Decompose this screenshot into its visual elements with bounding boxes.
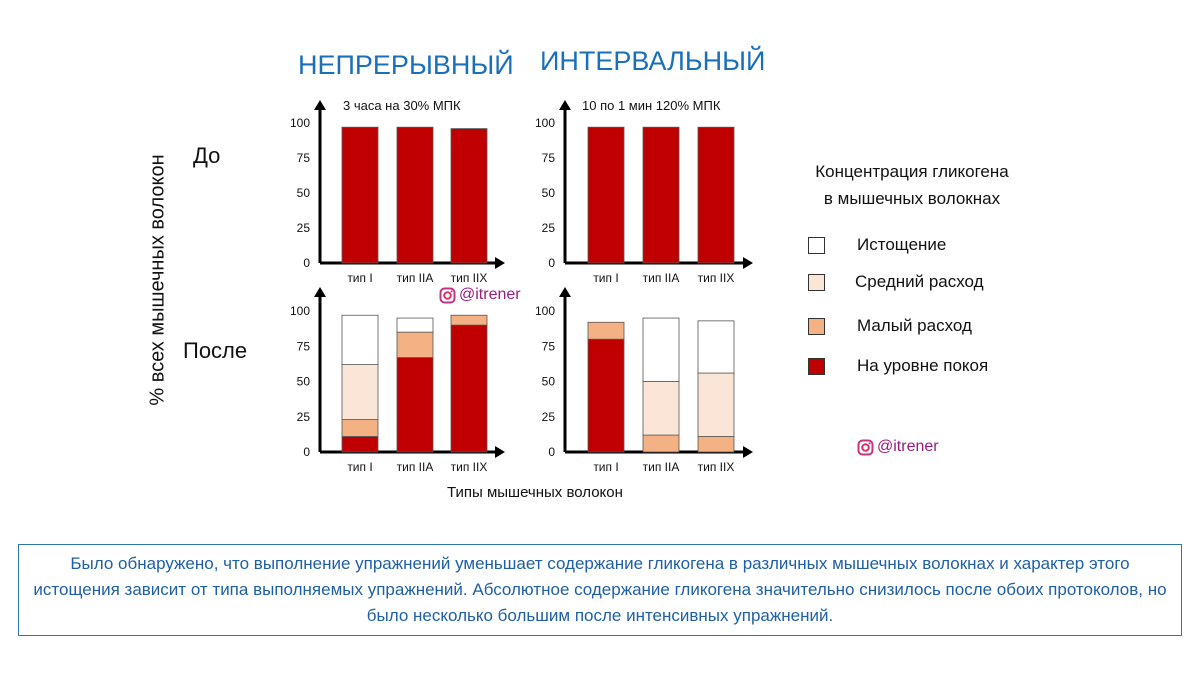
interval-after-y-axis-arrow xyxy=(559,287,571,297)
x-tick-label: тип I xyxy=(347,460,373,474)
y-tick-label: 50 xyxy=(541,374,555,389)
y-tick-label: 100 xyxy=(534,304,555,318)
interval-before-x-axis-arrow xyxy=(743,257,753,269)
x-tick-label: тип IIX xyxy=(450,460,488,474)
y-tick-label: 50 xyxy=(296,186,310,200)
continuous-after-x-axis-arrow xyxy=(495,446,505,458)
watermark-handle: @itrener xyxy=(459,286,521,303)
y-tick-label: 0 xyxy=(303,256,310,270)
bar-segment xyxy=(643,382,679,436)
legend-item-rest-level xyxy=(808,356,988,376)
bar-segment xyxy=(397,127,433,263)
x-tick-label: тип IIA xyxy=(396,460,434,474)
bar-segment xyxy=(643,318,679,381)
y-tick-label: 0 xyxy=(548,445,555,459)
x-tick-label: тип IIX xyxy=(697,271,735,285)
y-tick-label: 25 xyxy=(541,409,555,424)
legend-label: Истощение xyxy=(857,235,947,254)
y-tick-label: 0 xyxy=(303,445,310,459)
y-tick-label: 100 xyxy=(534,116,555,130)
y-tick-label: 50 xyxy=(296,374,310,389)
bar-segment xyxy=(698,373,734,436)
bar-segment xyxy=(342,315,378,364)
y-tick-label: 75 xyxy=(296,339,310,354)
y-axis-title: % всех мышечных волокон xyxy=(146,154,169,406)
x-tick-label: тип I xyxy=(593,271,619,285)
legend-title-line1: Концентрация гликогена xyxy=(815,162,1009,181)
y-tick-label: 75 xyxy=(541,151,555,165)
continuous-before-x-axis-arrow xyxy=(495,257,505,269)
bar-segment xyxy=(698,436,734,452)
bar-segment xyxy=(588,127,624,263)
continuous-header: НЕПРЕРЫВНЫЙ xyxy=(298,50,514,80)
x-axis-title: Типы мышечных волокон xyxy=(447,484,623,501)
bar-segment xyxy=(643,435,679,452)
y-tick-label: 75 xyxy=(296,151,310,165)
watermark-top xyxy=(439,286,521,304)
bar-segment xyxy=(588,322,624,339)
bar-segment xyxy=(342,436,378,452)
interval-after-x-axis-arrow xyxy=(743,446,753,458)
instagram-icon xyxy=(857,439,874,456)
y-tick-label: 0 xyxy=(548,256,555,270)
legend-item-low-use xyxy=(808,316,972,336)
continuous-after-y-axis-arrow xyxy=(314,287,326,297)
bar-segment xyxy=(451,325,487,452)
legend-title xyxy=(772,158,1052,212)
x-tick-label: тип IIA xyxy=(396,271,434,285)
legend-swatch xyxy=(808,274,825,291)
bar-segment xyxy=(451,129,487,263)
bar-segment xyxy=(698,321,734,373)
bar-segment xyxy=(588,339,624,452)
watermark-bottom xyxy=(857,438,939,456)
caption: Было обнаружено, что выполнение упражнений уменьшает содержание гликогена в различных мышечных волокнах и характер этого истощения зависит от типа выполняемых упражнений. Абсолютное содержание гликогена значительно снизилось после обоих протоколов, но было несколько большим после интенсивных упражнений. xyxy=(18,544,1182,636)
legend-label: Малый расход xyxy=(857,316,972,335)
continuous-before-y-axis-arrow xyxy=(314,100,326,110)
bar-segment xyxy=(643,127,679,263)
legend-item-exhausted xyxy=(808,235,946,255)
bar-segment xyxy=(342,420,378,437)
bar-segment xyxy=(698,127,734,263)
y-tick-label: 50 xyxy=(541,186,555,200)
watermark-handle: @itrener xyxy=(877,438,939,455)
interval-before-y-axis-arrow xyxy=(559,100,571,110)
legend-swatch xyxy=(808,237,825,254)
legend-label: Средний расход xyxy=(855,272,984,291)
x-tick-label: тип IIX xyxy=(450,271,488,285)
y-tick-label: 100 xyxy=(289,116,310,130)
bar-segment xyxy=(397,358,433,452)
bar-segment xyxy=(342,365,378,420)
y-tick-label: 25 xyxy=(296,409,310,424)
legend xyxy=(772,158,1052,212)
legend-swatch xyxy=(808,318,825,335)
interval-before-annotation: 10 по 1 мин 120% МПК xyxy=(582,98,721,113)
x-tick-label: тип I xyxy=(593,460,619,474)
bar-segment xyxy=(397,332,433,357)
continuous-before-annotation: 3 часа на 30% МПК xyxy=(343,98,461,113)
interval-header: ИНТЕРВАЛЬНЫЙ xyxy=(540,46,766,76)
y-tick-label: 75 xyxy=(541,339,555,354)
legend-label: На уровне покоя xyxy=(857,356,989,375)
y-tick-label: 100 xyxy=(289,304,310,318)
instagram-icon xyxy=(439,287,456,304)
row-label-after: После xyxy=(183,338,248,363)
row-label-before: До xyxy=(193,143,221,168)
x-tick-label: тип IIA xyxy=(642,460,680,474)
bar-segment xyxy=(397,318,433,332)
legend-item-medium-use xyxy=(808,272,984,292)
legend-title-line2: в мышечных волокнах xyxy=(823,189,1001,208)
x-tick-label: тип IIX xyxy=(697,460,735,474)
y-tick-label: 25 xyxy=(541,221,555,235)
legend-swatch xyxy=(808,358,825,375)
x-tick-label: тип I xyxy=(347,271,373,285)
x-tick-label: тип IIA xyxy=(642,271,680,285)
y-tick-label: 25 xyxy=(296,221,310,235)
bar-segment xyxy=(451,315,487,325)
bar-segment xyxy=(342,127,378,263)
